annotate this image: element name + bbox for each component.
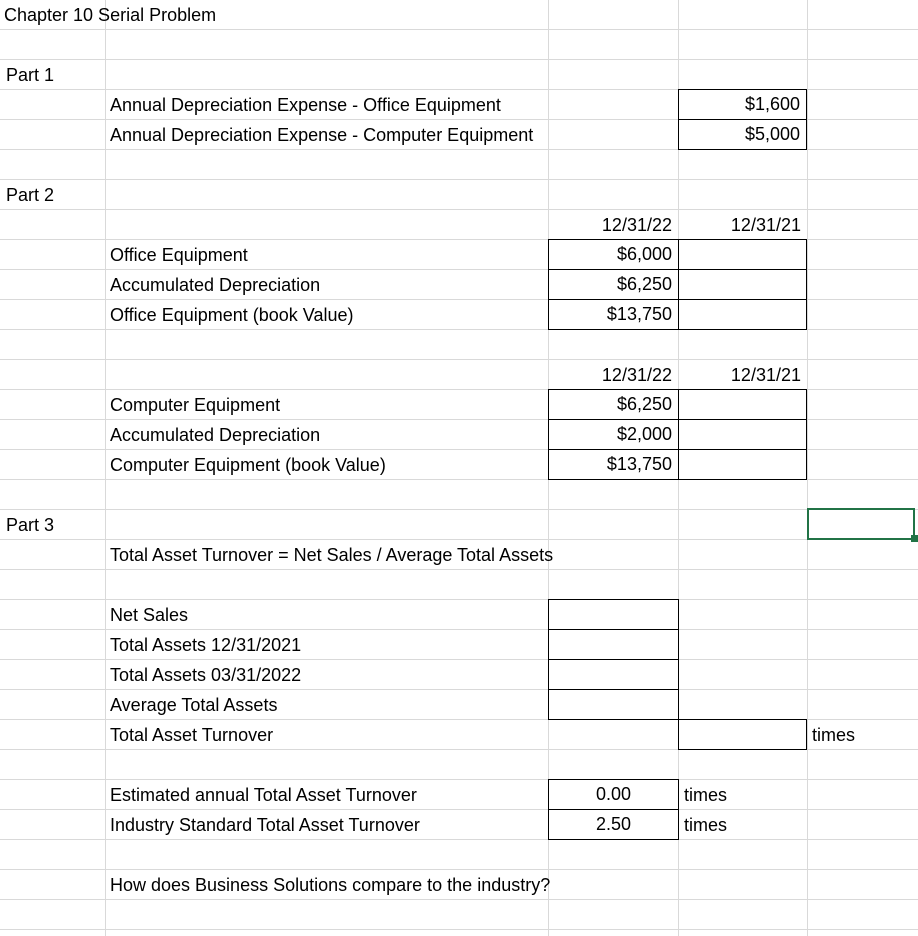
- office-header-2021: 12/31/21: [730, 215, 801, 235]
- office-book-value-2021[interactable]: [678, 299, 807, 330]
- computer-equipment-label: Computer Equipment: [110, 395, 281, 415]
- part1-label: Part 1: [6, 65, 55, 85]
- computer-header-2021: 12/31/21: [730, 365, 801, 385]
- part1-office-value[interactable]: $1,600: [678, 89, 807, 120]
- office-accum-dep-2021[interactable]: [678, 269, 807, 300]
- part1-office-label: Annual Depreciation Expense - Office Equipment: [110, 95, 501, 115]
- estimated-turnover-unit: times: [684, 785, 728, 805]
- total-assets-2021-value[interactable]: [548, 629, 679, 660]
- total-assets-2022-value[interactable]: [548, 659, 679, 690]
- computer-book-value-2021[interactable]: [678, 449, 807, 480]
- office-header-2022: 12/31/22: [601, 215, 672, 235]
- computer-book-value-2022[interactable]: $13,750: [548, 449, 679, 480]
- fill-handle[interactable]: [911, 535, 918, 542]
- office-accum-dep-2022[interactable]: $6,250: [548, 269, 679, 300]
- sheet-title: Chapter 10 Serial Problem: [4, 5, 217, 25]
- comparison-question: How does Business Solutions compare to the industry?: [110, 875, 551, 895]
- selected-cell[interactable]: [807, 508, 915, 540]
- computer-header-2022: 12/31/22: [601, 365, 672, 385]
- part2-label: Part 2: [6, 185, 55, 205]
- office-equipment-2021[interactable]: [678, 239, 807, 270]
- industry-turnover-unit: times: [684, 815, 728, 835]
- computer-equipment-2021[interactable]: [678, 389, 807, 420]
- computer-accum-dep-2021[interactable]: [678, 419, 807, 450]
- average-total-assets-label: Average Total Assets: [110, 695, 278, 715]
- industry-turnover-label: Industry Standard Total Asset Turnover: [110, 815, 420, 835]
- part1-computer-value[interactable]: $5,000: [678, 119, 807, 150]
- part3-label: Part 3: [6, 515, 55, 535]
- computer-accum-dep-2022[interactable]: $2,000: [548, 419, 679, 450]
- net-sales-label: Net Sales: [110, 605, 189, 625]
- average-total-assets-value[interactable]: [548, 689, 679, 720]
- total-asset-turnover-value[interactable]: [678, 719, 807, 750]
- turnover-formula: Total Asset Turnover = Net Sales / Average Total Assets: [110, 545, 554, 565]
- industry-turnover-value[interactable]: 2.50: [548, 809, 679, 840]
- total-asset-turnover-label: Total Asset Turnover: [110, 725, 274, 745]
- net-sales-value[interactable]: [548, 599, 679, 630]
- computer-accum-dep-label: Accumulated Depreciation: [110, 425, 321, 445]
- office-equipment-label: Office Equipment: [110, 245, 248, 265]
- total-assets-2021-label: Total Assets 12/31/2021: [110, 635, 302, 655]
- computer-equipment-2022[interactable]: $6,250: [548, 389, 679, 420]
- computer-book-value-label: Computer Equipment (book Value): [110, 455, 386, 475]
- total-asset-turnover-unit: times: [812, 725, 856, 745]
- estimated-turnover-label: Estimated annual Total Asset Turnover: [110, 785, 417, 805]
- office-book-value-label: Office Equipment (book Value): [110, 305, 354, 325]
- office-accum-dep-label: Accumulated Depreciation: [110, 275, 321, 295]
- part1-computer-label: Annual Depreciation Expense - Computer Equipment: [110, 125, 534, 145]
- office-book-value-2022[interactable]: $13,750: [548, 299, 679, 330]
- office-equipment-2022[interactable]: $6,000: [548, 239, 679, 270]
- estimated-turnover-value[interactable]: 0.00: [548, 779, 679, 810]
- total-assets-2022-label: Total Assets 03/31/2022: [110, 665, 302, 685]
